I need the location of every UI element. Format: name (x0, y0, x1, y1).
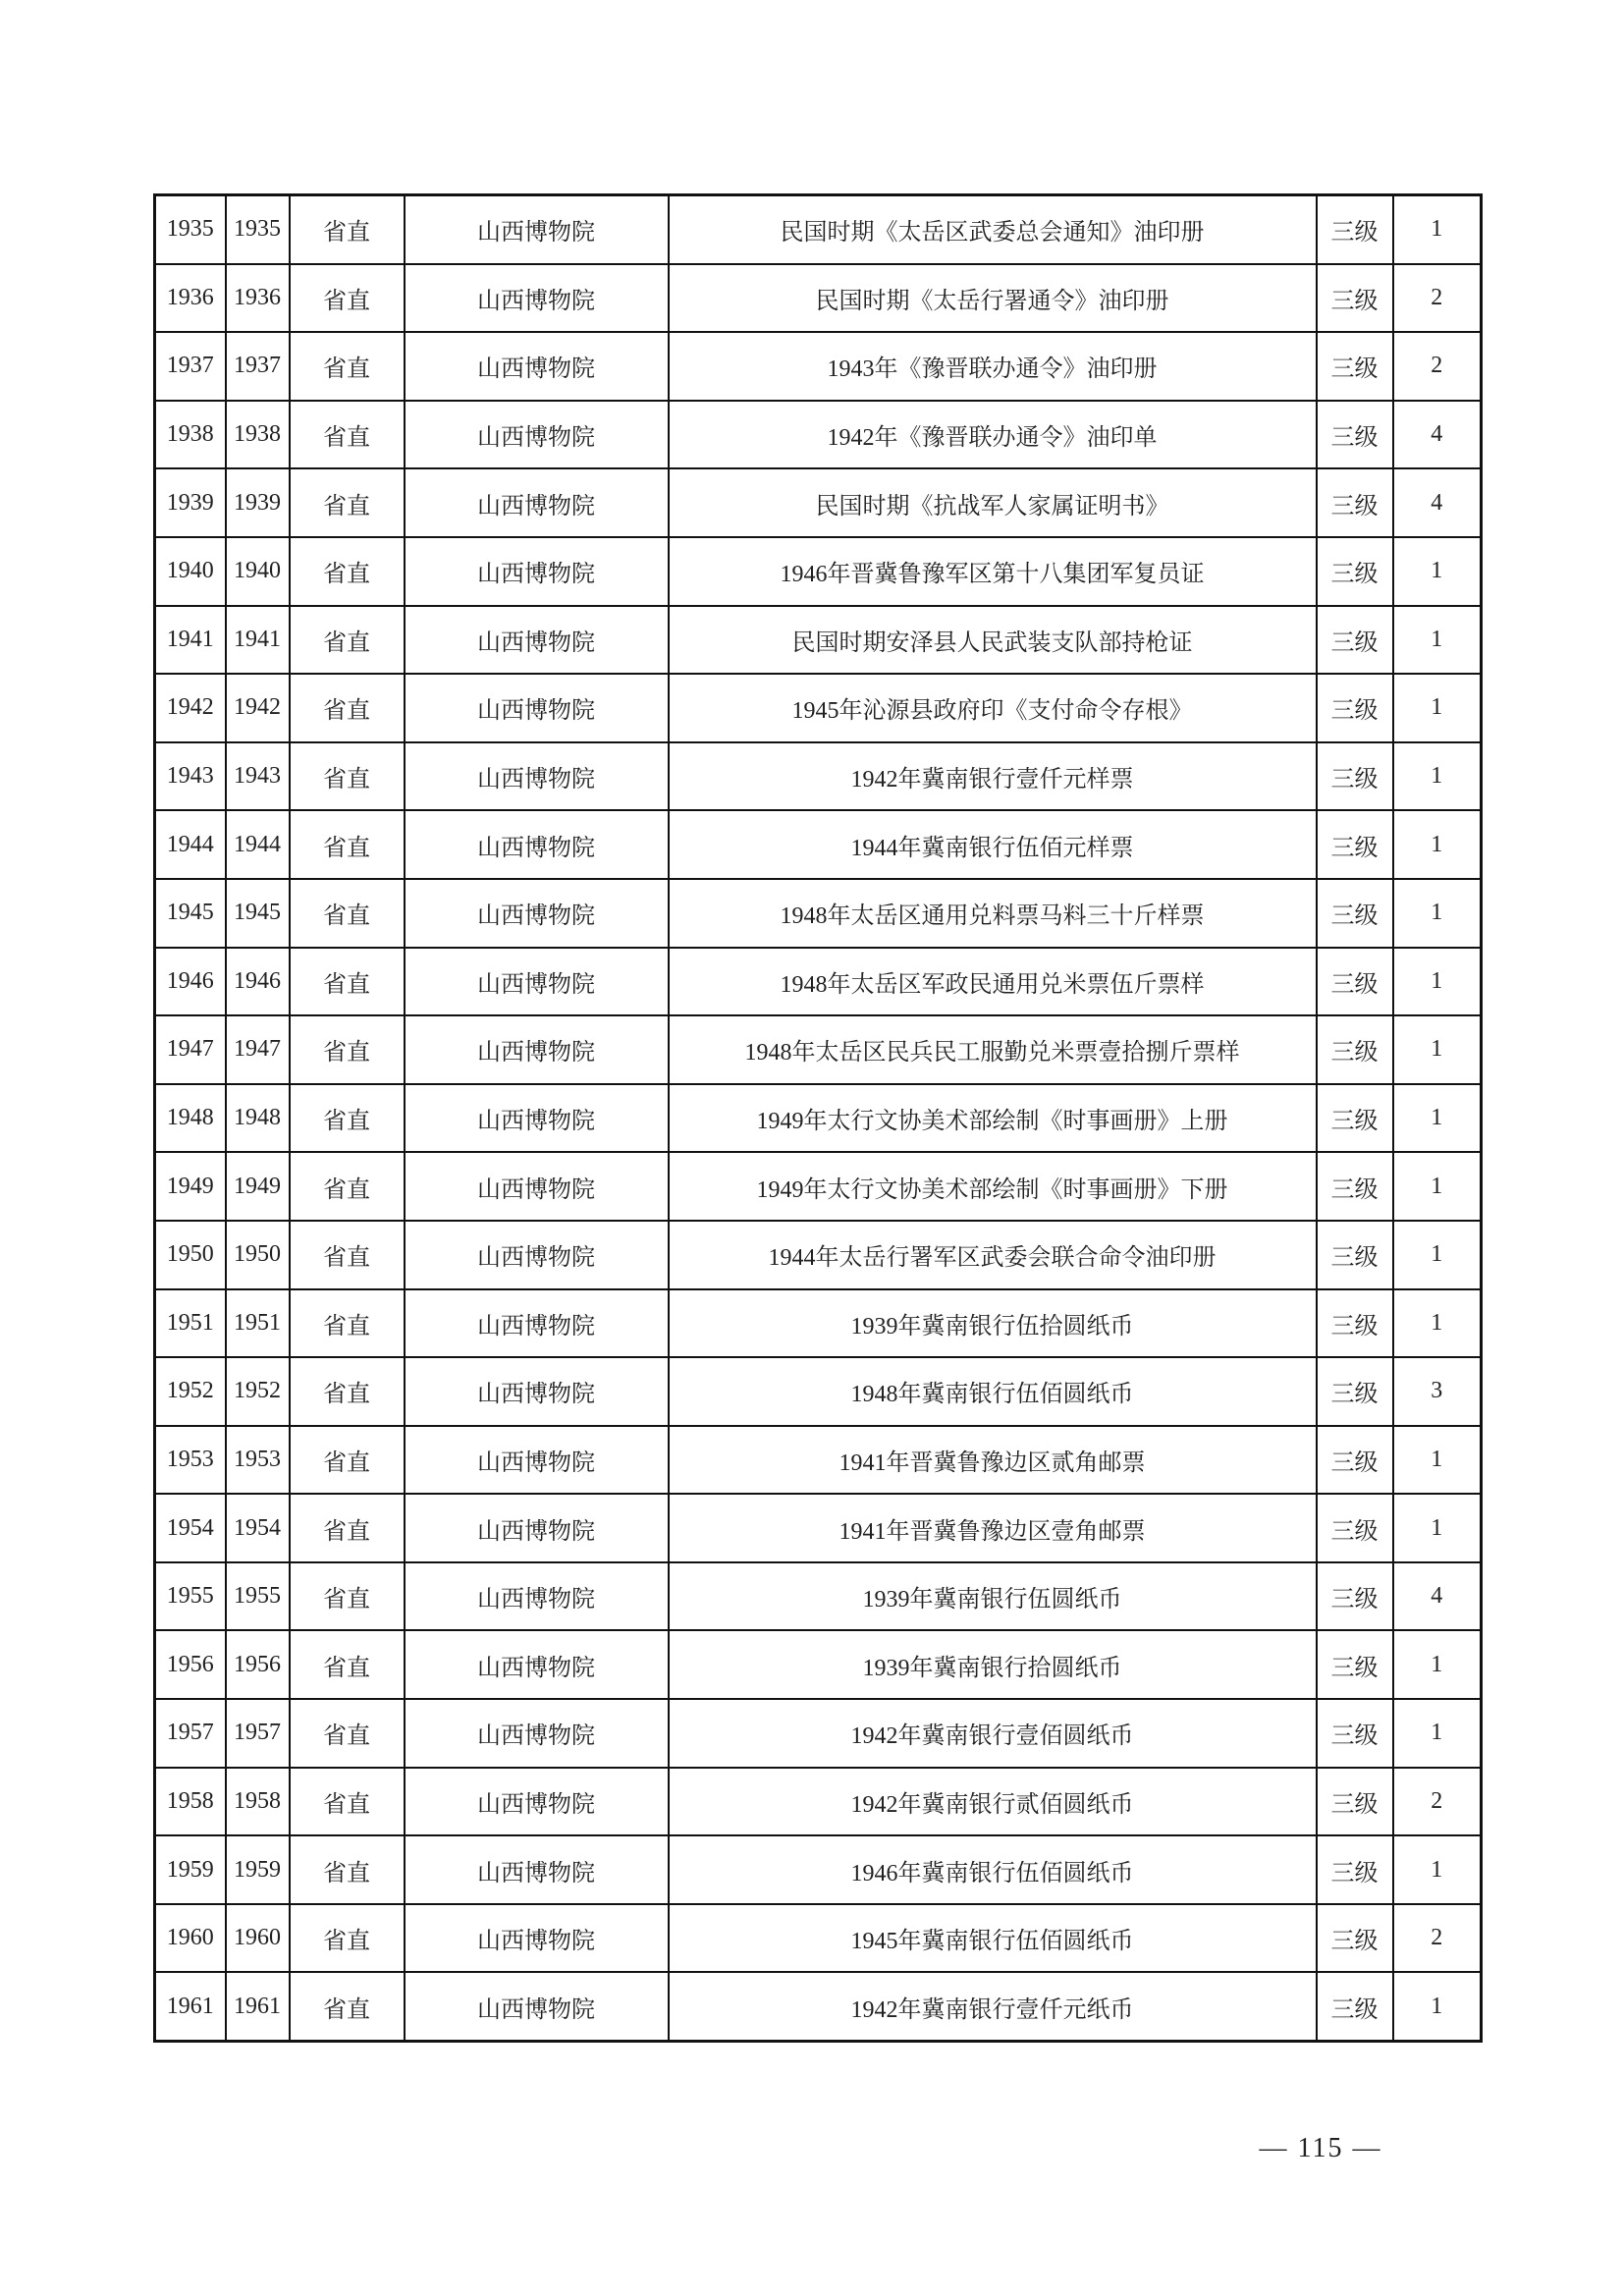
quantity-cell: 2 (1393, 1768, 1482, 1836)
page-number: — 115 — (1259, 2133, 1382, 2163)
level-cell: 省直 (290, 1768, 405, 1836)
item-name-cell: 1942年冀南银行壹佰圆纸币 (669, 1699, 1317, 1768)
original-number-cell: 1943 (226, 742, 290, 811)
table-row (155, 742, 1482, 811)
table-row (155, 1835, 1482, 1904)
quantity-cell: 1 (1393, 742, 1482, 811)
item-name-cell: 民国时期安泽县人民武装支队部持枪证 (669, 606, 1317, 675)
serial-number-cell: 1952 (155, 1357, 226, 1426)
serial-number-cell: 1942 (155, 674, 226, 742)
quantity-cell: 4 (1393, 401, 1482, 469)
serial-number-cell: 1953 (155, 1426, 226, 1495)
item-name-cell: 1949年太行文协美术部绘制《时事画册》上册 (669, 1084, 1317, 1153)
serial-number-cell: 1955 (155, 1562, 226, 1631)
institution-cell: 山西博物院 (405, 1972, 669, 2041)
institution-cell: 山西博物院 (405, 1835, 669, 1904)
original-number-cell: 1956 (226, 1630, 290, 1699)
table-row (155, 264, 1482, 333)
item-name-cell: 1942年冀南银行壹仟元纸币 (669, 1972, 1317, 2041)
grade-cell: 三级 (1317, 948, 1393, 1016)
table-row (155, 1904, 1482, 1973)
item-name-cell: 民国时期《太岳区武委总会通知》油印册 (669, 195, 1317, 264)
level-cell: 省直 (290, 401, 405, 469)
original-number-cell: 1938 (226, 401, 290, 469)
grade-cell: 三级 (1317, 1904, 1393, 1973)
original-number-cell: 1952 (226, 1357, 290, 1426)
table-row (155, 1426, 1482, 1495)
level-cell: 省直 (290, 1835, 405, 1904)
quantity-cell: 1 (1393, 537, 1482, 606)
item-name-cell: 1945年沁源县政府印《支付命令存根》 (669, 674, 1317, 742)
level-cell: 省直 (290, 195, 405, 264)
grade-cell: 三级 (1317, 1084, 1393, 1153)
institution-cell: 山西博物院 (405, 1152, 669, 1221)
institution-cell: 山西博物院 (405, 1357, 669, 1426)
table-row (155, 1768, 1482, 1836)
original-number-cell: 1941 (226, 606, 290, 675)
original-number-cell: 1939 (226, 468, 290, 537)
table-row (155, 537, 1482, 606)
serial-number-cell: 1943 (155, 742, 226, 811)
grade-cell: 三级 (1317, 1015, 1393, 1084)
serial-number-cell: 1958 (155, 1768, 226, 1836)
original-number-cell: 1957 (226, 1699, 290, 1768)
level-cell: 省直 (290, 674, 405, 742)
serial-number-cell: 1937 (155, 332, 226, 401)
relics-table (153, 193, 1483, 2043)
grade-cell: 三级 (1317, 742, 1393, 811)
original-number-cell: 1951 (226, 1289, 290, 1358)
quantity-cell: 1 (1393, 1972, 1482, 2041)
original-number-cell: 1945 (226, 879, 290, 948)
item-name-cell: 1942年《豫晋联办通令》油印单 (669, 401, 1317, 469)
serial-number-cell: 1956 (155, 1630, 226, 1699)
grade-cell: 三级 (1317, 1494, 1393, 1562)
institution-cell: 山西博物院 (405, 948, 669, 1016)
quantity-cell: 1 (1393, 1084, 1482, 1153)
serial-number-cell: 1954 (155, 1494, 226, 1562)
serial-number-cell: 1948 (155, 1084, 226, 1153)
quantity-cell: 1 (1393, 1699, 1482, 1768)
grade-cell: 三级 (1317, 195, 1393, 264)
institution-cell: 山西博物院 (405, 1084, 669, 1153)
item-name-cell: 1948年太岳区通用兑料票马料三十斤样票 (669, 879, 1317, 948)
serial-number-cell: 1941 (155, 606, 226, 675)
institution-cell: 山西博物院 (405, 674, 669, 742)
institution-cell: 山西博物院 (405, 1904, 669, 1973)
item-name-cell: 1946年冀南银行伍佰圆纸币 (669, 1835, 1317, 1904)
item-name-cell: 1948年太岳区军政民通用兑米票伍斤票样 (669, 948, 1317, 1016)
table-row (155, 332, 1482, 401)
serial-number-cell: 1936 (155, 264, 226, 333)
table-row (155, 1221, 1482, 1289)
institution-cell: 山西博物院 (405, 468, 669, 537)
table-row (155, 1630, 1482, 1699)
serial-number-cell: 1938 (155, 401, 226, 469)
table-row (155, 468, 1482, 537)
level-cell: 省直 (290, 606, 405, 675)
grade-cell: 三级 (1317, 1835, 1393, 1904)
level-cell: 省直 (290, 948, 405, 1016)
quantity-cell: 1 (1393, 879, 1482, 948)
institution-cell: 山西博物院 (405, 879, 669, 948)
original-number-cell: 1946 (226, 948, 290, 1016)
institution-cell: 山西博物院 (405, 1699, 669, 1768)
table-row (155, 1699, 1482, 1768)
serial-number-cell: 1939 (155, 468, 226, 537)
institution-cell: 山西博物院 (405, 1562, 669, 1631)
table-row (155, 674, 1482, 742)
grade-cell: 三级 (1317, 264, 1393, 333)
original-number-cell: 1949 (226, 1152, 290, 1221)
quantity-cell: 1 (1393, 1494, 1482, 1562)
original-number-cell: 1953 (226, 1426, 290, 1495)
grade-cell: 三级 (1317, 1289, 1393, 1358)
grade-cell: 三级 (1317, 332, 1393, 401)
original-number-cell: 1942 (226, 674, 290, 742)
item-name-cell: 1948年太岳区民兵民工服勤兑米票壹拾捌斤票样 (669, 1015, 1317, 1084)
institution-cell: 山西博物院 (405, 1768, 669, 1836)
item-name-cell: 1941年晋冀鲁豫边区壹角邮票 (669, 1494, 1317, 1562)
grade-cell: 三级 (1317, 674, 1393, 742)
grade-cell: 三级 (1317, 1699, 1393, 1768)
quantity-cell: 1 (1393, 948, 1482, 1016)
level-cell: 省直 (290, 1972, 405, 2041)
serial-number-cell: 1951 (155, 1289, 226, 1358)
table-row (155, 1972, 1482, 2041)
serial-number-cell: 1946 (155, 948, 226, 1016)
institution-cell: 山西博物院 (405, 1289, 669, 1358)
table-row (155, 1015, 1482, 1084)
grade-cell: 三级 (1317, 1357, 1393, 1426)
table-row (155, 948, 1482, 1016)
grade-cell: 三级 (1317, 879, 1393, 948)
grade-cell: 三级 (1317, 401, 1393, 469)
original-number-cell: 1959 (226, 1835, 290, 1904)
quantity-cell: 1 (1393, 1015, 1482, 1084)
item-name-cell: 1946年晋冀鲁豫军区第十八集团军复员证 (669, 537, 1317, 606)
item-name-cell: 1948年冀南银行伍佰圆纸币 (669, 1357, 1317, 1426)
institution-cell: 山西博物院 (405, 606, 669, 675)
table-row (155, 1084, 1482, 1153)
institution-cell: 山西博物院 (405, 537, 669, 606)
institution-cell: 山西博物院 (405, 1015, 669, 1084)
serial-number-cell: 1945 (155, 879, 226, 948)
institution-cell: 山西博物院 (405, 332, 669, 401)
original-number-cell: 1940 (226, 537, 290, 606)
level-cell: 省直 (290, 1084, 405, 1153)
grade-cell: 三级 (1317, 810, 1393, 879)
institution-cell: 山西博物院 (405, 1494, 669, 1562)
grade-cell: 三级 (1317, 1972, 1393, 2041)
original-number-cell: 1954 (226, 1494, 290, 1562)
institution-cell: 山西博物院 (405, 401, 669, 469)
item-name-cell: 民国时期《抗战军人家属证明书》 (669, 468, 1317, 537)
quantity-cell: 1 (1393, 674, 1482, 742)
quantity-cell: 1 (1393, 1426, 1482, 1495)
quantity-cell: 1 (1393, 606, 1482, 675)
original-number-cell: 1950 (226, 1221, 290, 1289)
grade-cell: 三级 (1317, 468, 1393, 537)
item-name-cell: 1941年晋冀鲁豫边区贰角邮票 (669, 1426, 1317, 1495)
quantity-cell: 1 (1393, 810, 1482, 879)
original-number-cell: 1960 (226, 1904, 290, 1973)
quantity-cell: 2 (1393, 264, 1482, 333)
institution-cell: 山西博物院 (405, 1426, 669, 1495)
level-cell: 省直 (290, 1152, 405, 1221)
original-number-cell: 1955 (226, 1562, 290, 1631)
level-cell: 省直 (290, 537, 405, 606)
original-number-cell: 1958 (226, 1768, 290, 1836)
serial-number-cell: 1944 (155, 810, 226, 879)
table-row (155, 879, 1482, 948)
institution-cell: 山西博物院 (405, 195, 669, 264)
institution-cell: 山西博物院 (405, 742, 669, 811)
grade-cell: 三级 (1317, 606, 1393, 675)
table-row (155, 1562, 1482, 1631)
level-cell: 省直 (290, 1699, 405, 1768)
item-name-cell: 1939年冀南银行伍圆纸币 (669, 1562, 1317, 1631)
original-number-cell: 1961 (226, 1972, 290, 2041)
level-cell: 省直 (290, 1494, 405, 1562)
level-cell: 省直 (290, 1562, 405, 1631)
grade-cell: 三级 (1317, 1152, 1393, 1221)
grade-cell: 三级 (1317, 1426, 1393, 1495)
original-number-cell: 1937 (226, 332, 290, 401)
level-cell: 省直 (290, 1015, 405, 1084)
item-name-cell: 1939年冀南银行拾圆纸币 (669, 1630, 1317, 1699)
grade-cell: 三级 (1317, 1768, 1393, 1836)
table-row (155, 195, 1482, 264)
quantity-cell: 1 (1393, 1630, 1482, 1699)
item-name-cell: 1949年太行文协美术部绘制《时事画册》下册 (669, 1152, 1317, 1221)
institution-cell: 山西博物院 (405, 1221, 669, 1289)
quantity-cell: 2 (1393, 1904, 1482, 1973)
level-cell: 省直 (290, 1221, 405, 1289)
quantity-cell: 4 (1393, 1562, 1482, 1631)
item-name-cell: 1944年冀南银行伍佰元样票 (669, 810, 1317, 879)
item-name-cell: 1945年冀南银行伍佰圆纸币 (669, 1904, 1317, 1973)
quantity-cell: 3 (1393, 1357, 1482, 1426)
quantity-cell: 1 (1393, 1221, 1482, 1289)
quantity-cell: 1 (1393, 1289, 1482, 1358)
serial-number-cell: 1961 (155, 1972, 226, 2041)
grade-cell: 三级 (1317, 537, 1393, 606)
level-cell: 省直 (290, 264, 405, 333)
original-number-cell: 1935 (226, 195, 290, 264)
grade-cell: 三级 (1317, 1221, 1393, 1289)
serial-number-cell: 1959 (155, 1835, 226, 1904)
institution-cell: 山西博物院 (405, 810, 669, 879)
table-row (155, 1152, 1482, 1221)
grade-cell: 三级 (1317, 1562, 1393, 1631)
table-row (155, 1357, 1482, 1426)
institution-cell: 山西博物院 (405, 264, 669, 333)
quantity-cell: 2 (1393, 332, 1482, 401)
serial-number-cell: 1960 (155, 1904, 226, 1973)
level-cell: 省直 (290, 1357, 405, 1426)
item-name-cell: 1943年《豫晋联办通令》油印册 (669, 332, 1317, 401)
level-cell: 省直 (290, 810, 405, 879)
original-number-cell: 1947 (226, 1015, 290, 1084)
table-row (155, 810, 1482, 879)
item-name-cell: 民国时期《太岳行署通令》油印册 (669, 264, 1317, 333)
level-cell: 省直 (290, 332, 405, 401)
item-name-cell: 1939年冀南银行伍拾圆纸币 (669, 1289, 1317, 1358)
serial-number-cell: 1935 (155, 195, 226, 264)
original-number-cell: 1944 (226, 810, 290, 879)
level-cell: 省直 (290, 1426, 405, 1495)
level-cell: 省直 (290, 1904, 405, 1973)
level-cell: 省直 (290, 742, 405, 811)
item-name-cell: 1944年太岳行署军区武委会联合命令油印册 (669, 1221, 1317, 1289)
quantity-cell: 1 (1393, 1152, 1482, 1221)
table-row (155, 1289, 1482, 1358)
original-number-cell: 1936 (226, 264, 290, 333)
serial-number-cell: 1950 (155, 1221, 226, 1289)
quantity-cell: 1 (1393, 1835, 1482, 1904)
serial-number-cell: 1940 (155, 537, 226, 606)
serial-number-cell: 1947 (155, 1015, 226, 1084)
level-cell: 省直 (290, 1630, 405, 1699)
institution-cell: 山西博物院 (405, 1630, 669, 1699)
level-cell: 省直 (290, 1289, 405, 1358)
level-cell: 省直 (290, 879, 405, 948)
item-name-cell: 1942年冀南银行贰佰圆纸币 (669, 1768, 1317, 1836)
level-cell: 省直 (290, 468, 405, 537)
table-row (155, 1494, 1482, 1562)
quantity-cell: 1 (1393, 195, 1482, 264)
table-row (155, 606, 1482, 675)
quantity-cell: 4 (1393, 468, 1482, 537)
serial-number-cell: 1957 (155, 1699, 226, 1768)
original-number-cell: 1948 (226, 1084, 290, 1153)
table-row (155, 401, 1482, 469)
serial-number-cell: 1949 (155, 1152, 226, 1221)
item-name-cell: 1942年冀南银行壹仟元样票 (669, 742, 1317, 811)
grade-cell: 三级 (1317, 1630, 1393, 1699)
